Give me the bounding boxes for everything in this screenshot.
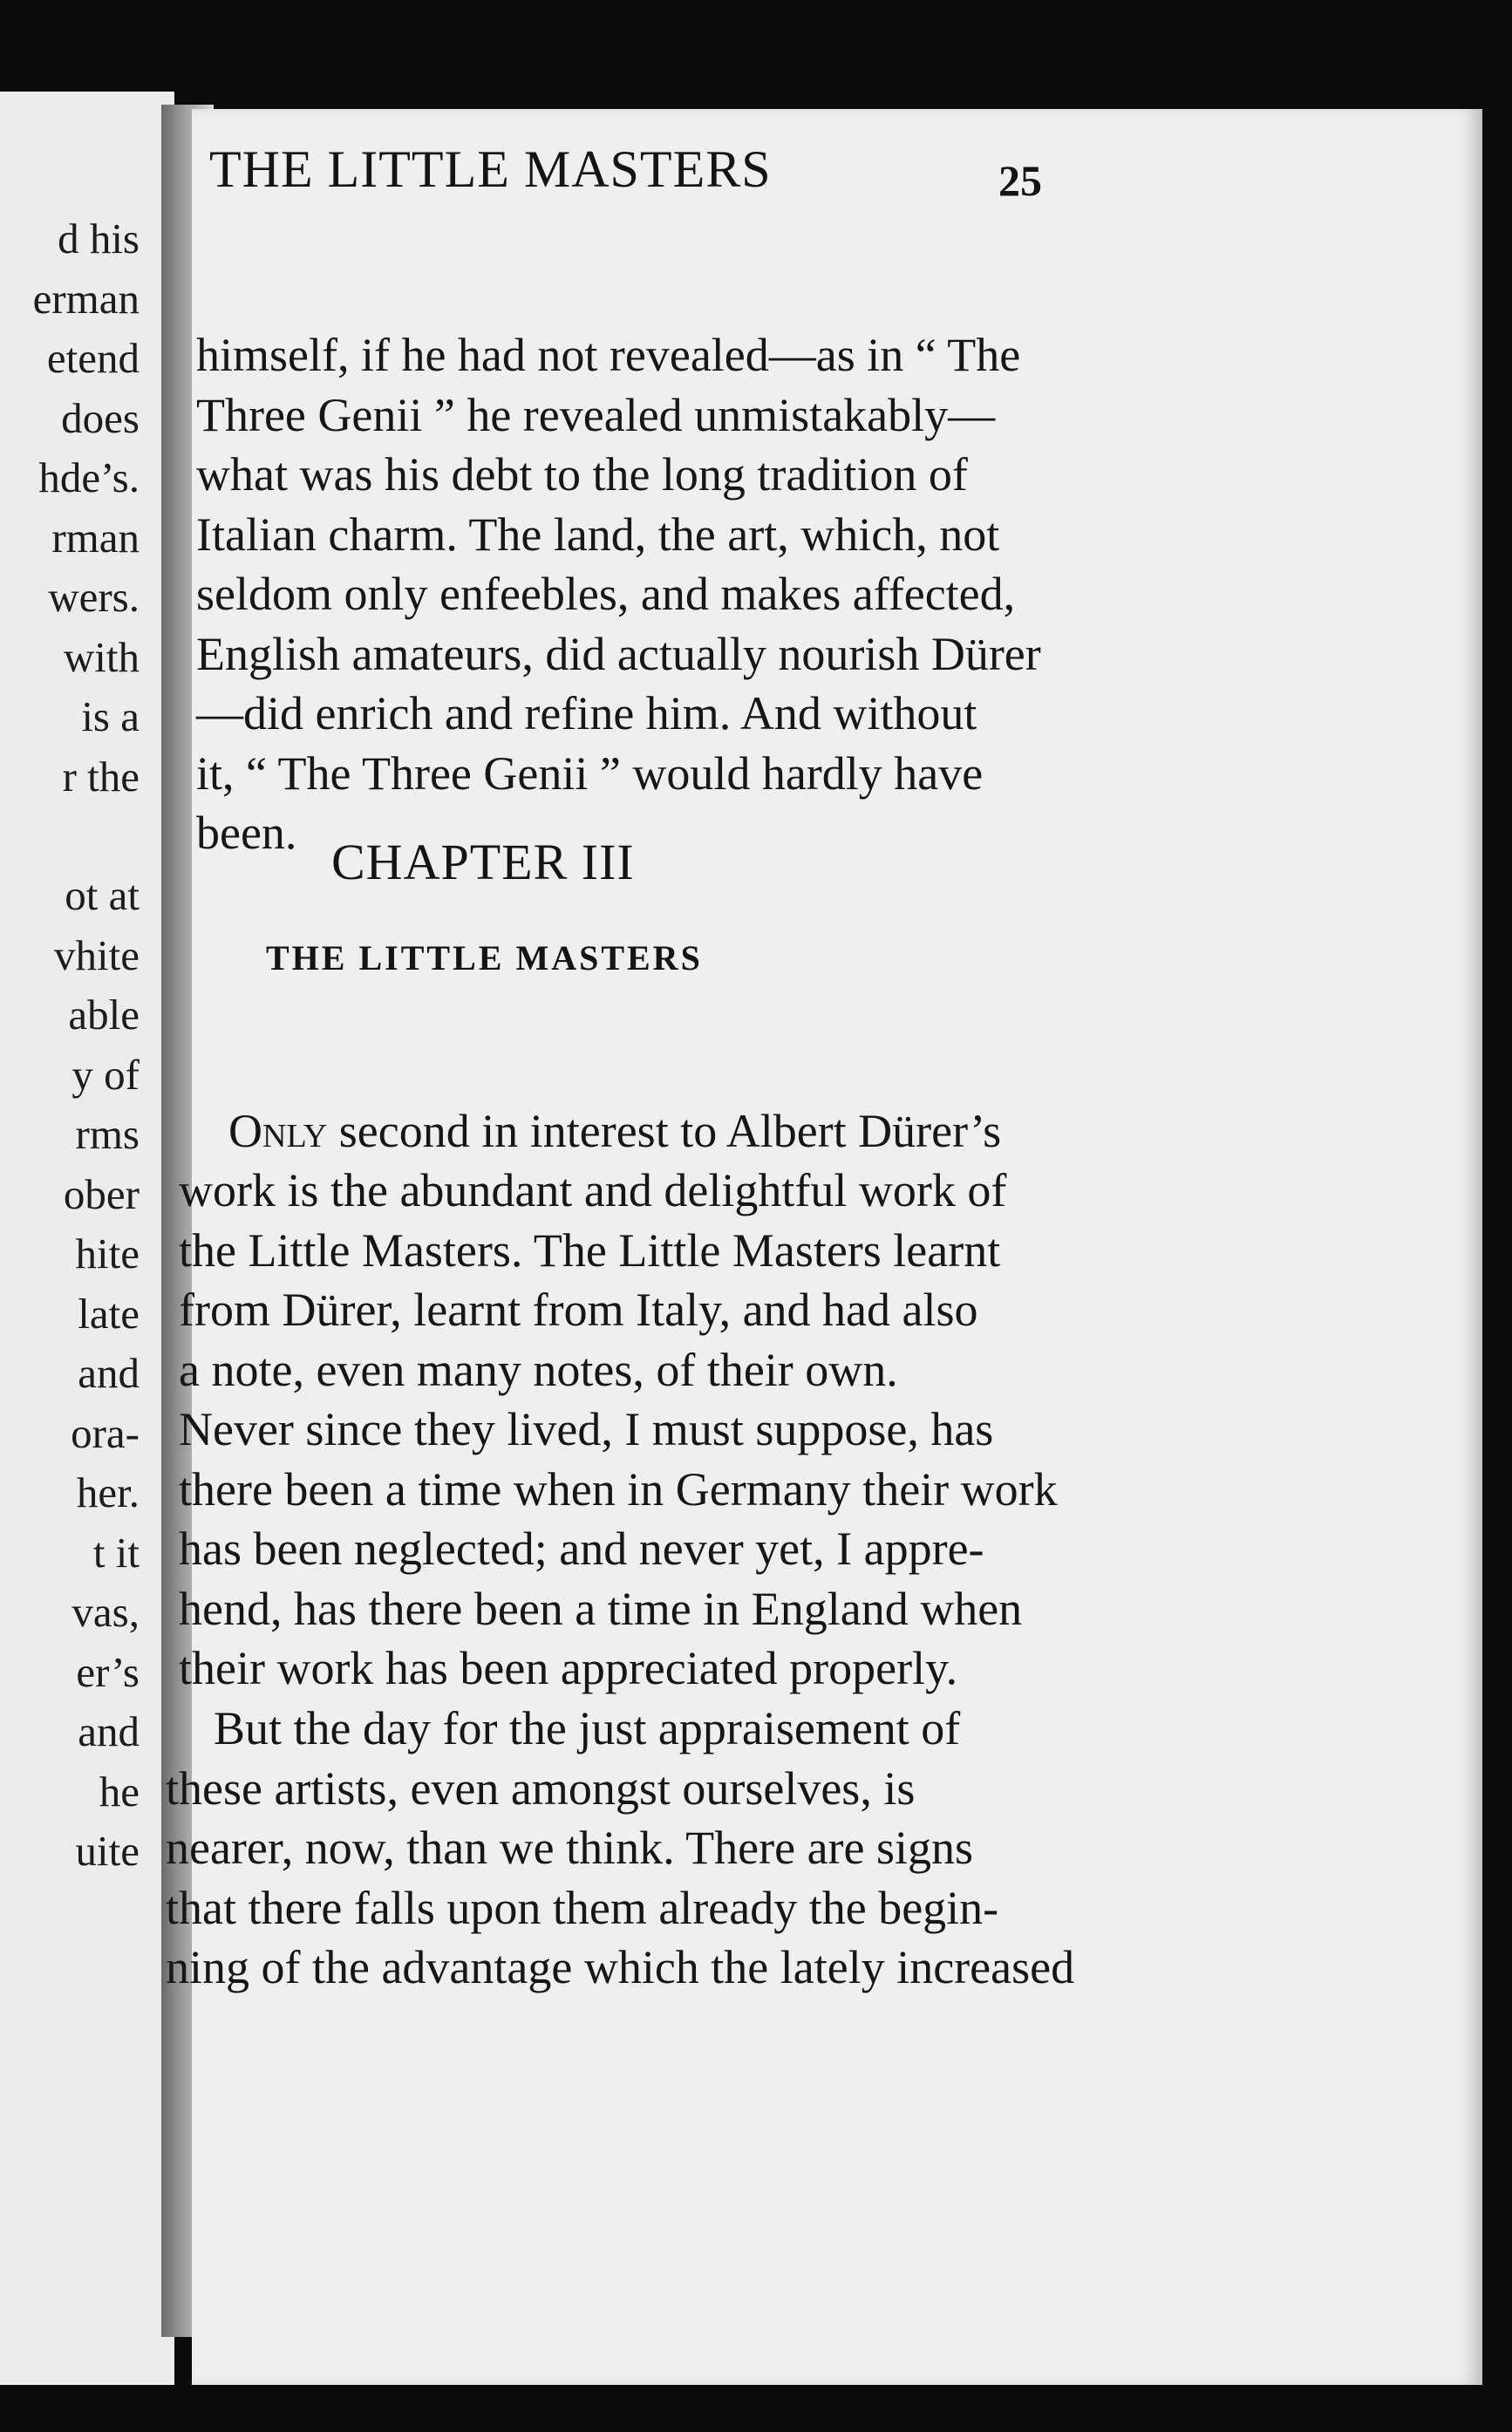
left-page-fragment: rms <box>75 1110 140 1158</box>
text-line: nearer, now, than we think. There are signs <box>166 1822 974 1874</box>
left-page-fragment: uite <box>75 1827 140 1875</box>
left-page-fragment: rman <box>51 513 140 562</box>
left-page-fragment: able <box>68 991 140 1039</box>
left-page-fragment: does <box>61 393 140 442</box>
text-line: English amateurs, did actually nourish Dürer <box>196 627 1041 680</box>
left-page-fragment: erman <box>32 274 140 323</box>
text-line: work is the abundant and delightful work of <box>179 1164 1007 1216</box>
paragraph-2-first-line-text: second in interest to Albert Dürer’s <box>327 1105 1002 1157</box>
left-page-fragment: her. <box>76 1468 140 1516</box>
left-page-fragment: hite <box>75 1230 140 1277</box>
left-page-fragment: he <box>99 1767 140 1815</box>
left-page-fragment: etend <box>46 334 140 382</box>
text-line: that there falls upon them already the begin- <box>166 1881 999 1934</box>
text-line: it, “ The Three Genii ” would hardly have <box>196 746 984 800</box>
text-line: himself, if he had not revealed—as in “ The <box>196 329 1021 381</box>
left-page-fragment: ot at <box>65 871 140 919</box>
left-page-fragment: late <box>78 1289 140 1338</box>
text-line: what was his debt to the long tradition of <box>196 448 968 501</box>
running-head: THE LITTLE MASTERS <box>209 140 772 198</box>
text-line: ning of the advantage which the lately increased <box>166 1941 1075 1993</box>
text-line: seldom only enfeebles, and makes affected, <box>196 568 1016 620</box>
left-page-fragment: vhite <box>54 930 140 979</box>
text-line: the Little Masters. The Little Masters learnt <box>179 1223 1001 1277</box>
chapter-title: CHAPTER III <box>331 834 635 890</box>
left-page-fragment: vas, <box>72 1588 140 1636</box>
left-page-fragment: r the <box>62 752 140 800</box>
paragraph-2-lead-word: Only <box>228 1105 328 1157</box>
text-line: there been a time when in Germany their work <box>179 1462 1058 1516</box>
text-line: Three Genii ” he revealed unmistakably— <box>196 388 996 441</box>
text-line: a note, even many notes, of their own. <box>179 1343 898 1396</box>
left-facing-page <box>0 92 174 2385</box>
text-line: —did enrich and refine him. And without <box>196 687 977 739</box>
left-page-fragment: is a <box>81 692 140 740</box>
left-page-fragment: with <box>63 632 140 681</box>
left-page-fragment: and <box>78 1707 140 1755</box>
text-line: But the day for the just appraisement of <box>214 1702 961 1754</box>
left-page-fragment: and <box>78 1349 140 1397</box>
paragraph-2-first-line <box>228 1107 1001 1155</box>
text-line: these artists, even amongst ourselves, is <box>166 1761 916 1815</box>
left-page-fragment: y of <box>72 1050 140 1099</box>
left-page-fragment: ober <box>63 1169 140 1218</box>
text-line: Never since they lived, I must suppose, has <box>179 1403 994 1455</box>
page-number: 25 <box>998 156 1042 205</box>
left-page-fragment: t it <box>92 1528 140 1577</box>
left-page-fragment: hde’s. <box>38 453 140 501</box>
left-page-fragment: er’s <box>76 1647 140 1696</box>
text-line: Italian charm. The land, the art, which, not <box>196 508 1000 561</box>
text-line: has been neglected; and never yet, I appre- <box>179 1523 984 1575</box>
left-page-fragment: d his <box>58 215 140 262</box>
left-page-fragment: ora- <box>71 1408 140 1457</box>
text-line: hend, has there been a time in England when <box>179 1582 1023 1635</box>
left-page-fragment: wers. <box>48 573 140 621</box>
text-line: been. <box>196 807 297 859</box>
text-line: from Dürer, learnt from Italy, and had also <box>179 1284 978 1336</box>
chapter-subtitle: THE LITTLE MASTERS <box>266 938 703 978</box>
text-line: their work has been appreciated properly. <box>179 1642 958 1694</box>
